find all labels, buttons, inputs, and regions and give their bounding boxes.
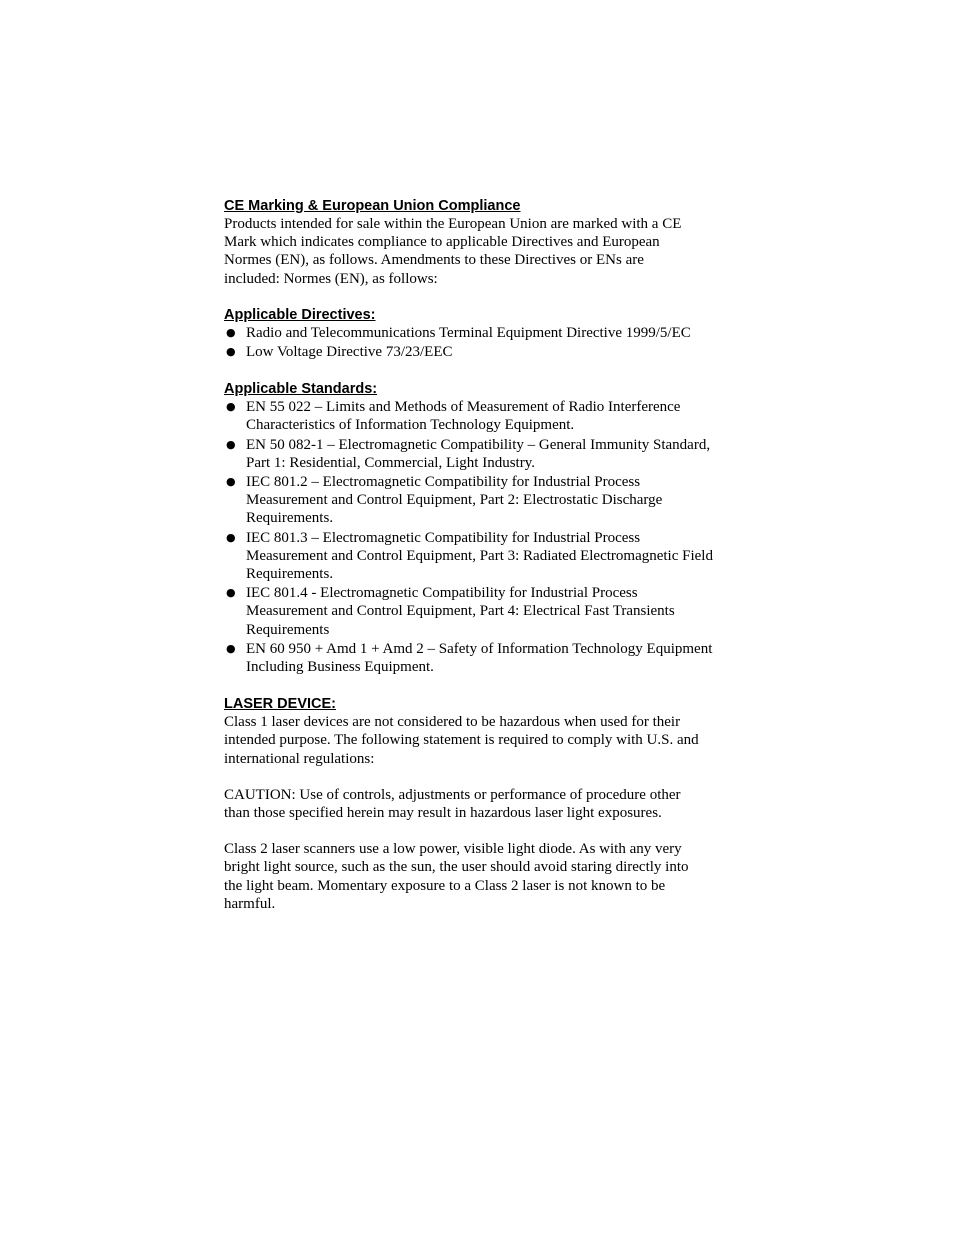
list-item: ● Low Voltage Directive 73/23/EEC: [226, 344, 453, 361]
bullet-icon: ●: [226, 325, 236, 339]
laser-class2: Class 2 laser scanners use a low power, visible light diode. As with any very bright light source, such as the sun, the user should avoid staring directly into the light beam. Momentary exposure to a Class 2 laser is not known to be harmful.: [224, 841, 689, 912]
ce-heading: CE Marking & European Union Compliance: [224, 198, 521, 214]
bullet-icon: ●: [226, 400, 236, 414]
laser-intro: Class 1 laser devices are not considered to be hazardous when used for their intended purpose. The following statement is required to comply with U.S. and international regulations:: [224, 714, 699, 767]
directives-heading: Applicable Directives:: [224, 306, 376, 323]
ce-body: Products intended for sale within the European Union are marked with a CE Mark which indicates compliance to applicable Directives and European Normes (EN), as follows. Amendments to these Directives or ENs are included: Normes (EN), as follows:: [224, 216, 682, 287]
list-item: ● IEC 801.2 – Electromagnetic Compatibility for Industrial Process Measurement and Control Equipment, Part 2: Electrostatic Discharge Requirements.: [226, 474, 663, 527]
standards-list: [224, 398, 714, 676]
standards-heading: Applicable Standards:: [224, 381, 378, 398]
bullet-icon: ●: [226, 345, 236, 359]
list-item: ● EN 50 082-1 – Electromagnetic Compatibility – General Immunity Standard, Part 1: Residential, Commercial, Light Industry.: [226, 436, 711, 471]
bullet-icon: ●: [226, 641, 236, 655]
bullet-icon: ●: [226, 530, 236, 544]
bullet-icon: ●: [226, 437, 236, 451]
bullet-icon: ●: [226, 475, 236, 489]
list-item: ● EN 60 950 + Amd 1 + Amd 2 – Safety of Information Technology Equipment Including Business Equipment.: [226, 640, 713, 676]
laser-heading: LASER DEVICE:: [224, 696, 336, 713]
directives-list: [224, 324, 714, 361]
list-item: ● IEC 801.3 – Electromagnetic Compatibility for Industrial Process Measurement and Control Equipment, Part 3: Radiated Electromagnetic Field Requirements.: [226, 529, 713, 583]
list-item: ● IEC 801.4 - Electromagnetic Compatibility for Industrial Process Measurement and Control Equipment, Part 4: Electrical Fast Transients Requirements: [226, 585, 675, 638]
laser-caution: CAUTION: Use of controls, adjustments or performance of procedure other than those specified herein may result in hazardous laser light exposures.: [224, 786, 681, 822]
document-page: [224, 197, 714, 913]
bullet-icon: ●: [226, 586, 236, 600]
list-item: ● Radio and Telecommunications Terminal Equipment Directive 1999/5/EC: [226, 324, 691, 341]
list-item: ● EN 55 022 – Limits and Methods of Measurement of Radio Interference Characteristics of Information Technology Equipment.: [226, 399, 681, 434]
